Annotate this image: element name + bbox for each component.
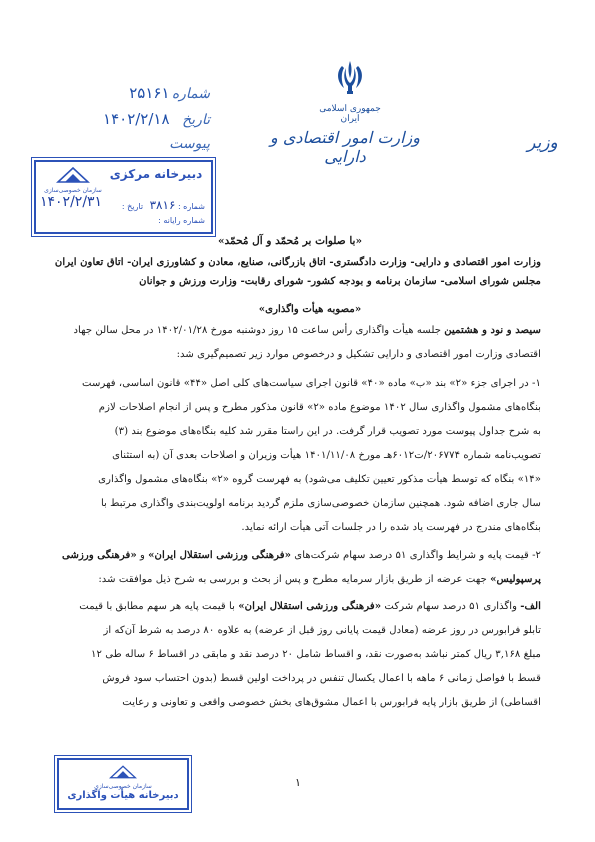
stamp-bottom-org: سازمان خصوصی‌سازی (94, 783, 152, 790)
item1-line-1: ۱- در اجرای جزء «۲» بند «ب» ماده «۴۰» قانون اجرای سیاست‌های کلی اصل «۴۴» قانون اساسی، فهرست (81, 378, 541, 389)
number-label: شماره (171, 86, 210, 102)
item2-company-persepolis-start: «فرهنگی ورزشی (61, 549, 137, 561)
letter-attachment (60, 136, 210, 152)
stamp-org: سازمان خصوصی‌سازی (44, 187, 102, 194)
secretariat-stamp (34, 160, 213, 234)
item2-company-persepolis-end: پرسپولیس» (490, 573, 541, 585)
iran-emblem (312, 58, 388, 124)
date-value: ۱۴۰۲/۲/۱۸ (103, 110, 170, 128)
recipients-line-1: وزارت امور اقتصادی و دارایی- وزارت دادگستری- اتاق بازرگانی، صنایع، معادن و کشاورزی ایران- اتاق تعاون ایران (54, 256, 541, 268)
item1-line-7: بنگاه‌های مندرج در فهرست یاد شده را در جلسات آتی هیأت ارائه نماید. (241, 522, 541, 533)
item2a-line-1 (79, 600, 541, 613)
stamp-computer-label: شماره رایانه : (158, 216, 205, 225)
letter-number (60, 84, 210, 102)
item2a-text-2: با قیمت پایه هر سهم مطابق با قیمت (79, 601, 239, 612)
item2a-label: الف- (520, 600, 541, 612)
intro-line-1 (73, 324, 541, 337)
intro-line-1-text: جلسه هیأت واگذاری رأس ساعت ۱۵ روز دوشنبه مورخ ۱۴۰۲/۰۱/۲۸ در محل سالن جهاد (73, 325, 445, 336)
number-value: ۲۵۱۶۱ (129, 84, 170, 102)
privatization-logo-icon (56, 167, 90, 183)
item2a-text-1: واگذاری ۵۱ درصد سهام شرکت (381, 601, 521, 612)
item2a-line-3: مبلغ ۳,۱۶۸ ریال کمتر نباشد به‌صورت نقد، و اقساط شامل ۲۰ درصد نقد و مابقی در اقساط ۶ ساله طی ۱۲ (91, 649, 541, 660)
stamp-date-value: ۱۴۰۲/۲/۳۱ (40, 194, 103, 210)
item1-line-2: بنگاه‌های مشمول واگذاری سال ۱۴۰۲ موضوع ماده «۲» قانون مذکور مطرح و پس از انجام اصلاحات لازم (98, 402, 541, 413)
attachment-label: پیوست (169, 136, 210, 152)
item2-line-2-text: جهت عرضه از طریق بازار سرمایه مطرح و پس از بحث و بررسی به شرح ذیل موافقت شد: (98, 574, 491, 585)
resolution-title: «مصوبه هیأت واگذاری» (258, 303, 362, 315)
item2a-line-2: تابلو فرابورس در روز عرضه (معادل قیمت پایانی روز قبل از عرضه) به علاوه ۸۰ درصد به شرط آن‌که از (103, 625, 541, 636)
minister-title: وزیر (527, 133, 558, 153)
intro-line-2: اقتصادی وزارت امور اقتصادی و دارایی تشکیل و درخصوص موارد زیر تصمیم‌گیری شد: (176, 349, 541, 360)
item2a-line-5: اقساطی) از طریق بازار پایه فرابورس با اعمال مشوق‌های بخش خصوصی واقعی و تعاونی و رعایت (122, 697, 541, 708)
salutation: «با صلوات بر مُحمّد و آل مُحمّد» (217, 235, 363, 247)
page-number: ۱ (295, 776, 301, 789)
item2a-company: «فرهنگی ورزشی استقلال ایران» (238, 600, 382, 612)
item2-text-2: و (136, 550, 149, 561)
board-secretariat-stamp (57, 758, 189, 810)
item2-line-1 (62, 549, 541, 562)
letter-date (60, 110, 210, 128)
item1-line-5: «۱۴» بنگاه که توسط هیأت مذکور تعیین تکلیف می‌شود) به فهرست گروه «۲» بنگاه‌های مشمول واگذاری (98, 474, 541, 485)
item1-line-4: تصویب‌نامه شماره ۲۰۶۷۷۴/ت۶۰۱۲هـ مورخ ۱۴۰۱/۱۱/۰۸ هیأت وزیران و اصلاحات بعدی آن (به استثنای (112, 450, 541, 461)
item2-text-1: ۲- قیمت پایه و شرایط واگذاری ۵۱ درصد سهام شرکت‌های (291, 550, 541, 561)
ministry-name: وزارت امور اقتصادی و دارایی (270, 128, 420, 166)
emblem-icon (330, 58, 370, 98)
session-number: سیصد و نود و هشتمین (444, 324, 541, 336)
item2-company-esteghlal: «فرهنگی ورزشی استقلال ایران» (148, 549, 292, 561)
stamp-bottom-title: دبیرخانه هیأت واگذاری (67, 790, 179, 801)
emblem-label: جمهوری اسلامی ایران (319, 104, 381, 124)
privatization-logo-bottom (59, 764, 187, 790)
recipients-line-2: مجلس شورای اسلامی- سازمان برنامه و بودجه کشور- شورای رقابت- وزارت ورزش و جوانان (139, 275, 541, 287)
stamp-title: دبیرخانه مرکزی (109, 167, 203, 181)
date-label: تاریخ (182, 112, 210, 128)
stamp-date-label: تاریخ : (121, 202, 144, 211)
stamp-number-value: ۳۸۱۶ (149, 198, 176, 212)
item1-line-3: به شرح جداول پیوست مورد تصویب قرار گرفت. در این راستا مقرر شد کلیه بنگاه‌های موضوع بند (۳) (114, 426, 541, 437)
item2a-line-4: قسط با فواصل زمانی ۶ ماهه با اعمال یکسال تنفس در پرداخت اولین قسط (بدون احتساب سود فروش (102, 673, 541, 684)
item2-line-2 (98, 573, 541, 586)
privatization-logo-bottom-icon (109, 765, 137, 779)
item1-line-6: سال جاری اضافه شود. همچنین سازمان خصوصی‌سازی ملزم گردید برنامه اولویت‌بندی واگذاری مرتبط با (100, 498, 541, 509)
stamp-number-label: شماره : (177, 202, 205, 211)
privatization-logo (44, 167, 102, 194)
